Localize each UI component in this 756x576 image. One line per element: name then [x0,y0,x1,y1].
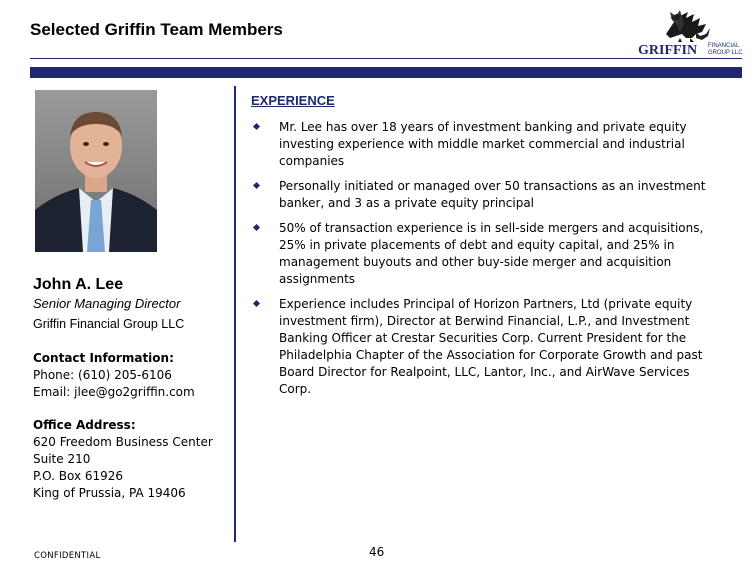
column-divider [234,86,236,542]
page-title: Selected Griffin Team Members [30,20,283,39]
profile-firm: Griffin Financial Group LLC [33,317,185,331]
bullet-text: Mr. Lee has over 18 years of investment banking and private equity investing experience with middle market commercial and industrial companies [279,120,687,168]
list-item [252,220,714,288]
office-block [33,417,213,502]
experience-list [252,119,714,406]
logo-wordmark: GRIFFIN [638,43,698,58]
contact-phone: Phone: (610) 205-6106 [33,368,172,382]
profile-name: John A. Lee [33,276,124,293]
contact-label: Contact Information: [33,351,174,365]
profile-photo [35,90,157,252]
experience-header: EXPERIENCE [251,93,335,108]
portrait-image [35,90,157,252]
list-item [252,296,714,398]
address-line: Suite 210 [33,452,91,466]
diamond-bullet-icon [253,182,260,189]
diamond-bullet-icon [253,224,260,231]
griffin-logo [636,4,746,58]
confidential-label: CONFIDENTIAL [34,551,101,561]
bullet-text: 50% of transaction experience is in sell-side mergers and acquisitions, 25% in private placements of debt and equity capital, and 25% in management buyouts and other buy-side merger and acquisition assignments [279,221,704,286]
diamond-bullet-icon [253,123,260,130]
list-item [252,178,714,212]
address-line: 620 Freedom Business Center [33,435,213,449]
header-rule [30,58,742,59]
address-line: King of Prussia, PA 19406 [33,486,186,500]
header-band [30,67,742,78]
profile-role: Senior Managing Director [33,296,181,311]
bullet-text: Experience includes Principal of Horizon Partners, Ltd (private equity investment firm), Director at Berwind Financial, L.P., and Investment Banking Officer at Crestar Securities Corp. Current President for the Philadelphia Chapter of the Association for Corporate Growth and past Board Director for Realpoint, LLC, Lantor, Inc., and AirWave Services Corp. [279,297,703,396]
list-item [252,119,714,170]
address-line: P.O. Box 61926 [33,469,124,483]
contact-block [33,350,195,401]
griffin-emblem-icon [636,4,746,58]
page-number: 46 [369,545,385,559]
office-label: Office Address: [33,418,136,432]
bullet-text: Personally initiated or managed over 50 transactions as an investment banker, and 3 as a private equity principal [279,179,706,210]
logo-subtext-1: FINANCIAL [708,43,740,49]
logo-subtext-2: GROUP LLC [708,50,743,56]
diamond-bullet-icon [253,300,260,307]
contact-email[interactable]: Email: jlee@go2griffin.com [33,385,195,399]
